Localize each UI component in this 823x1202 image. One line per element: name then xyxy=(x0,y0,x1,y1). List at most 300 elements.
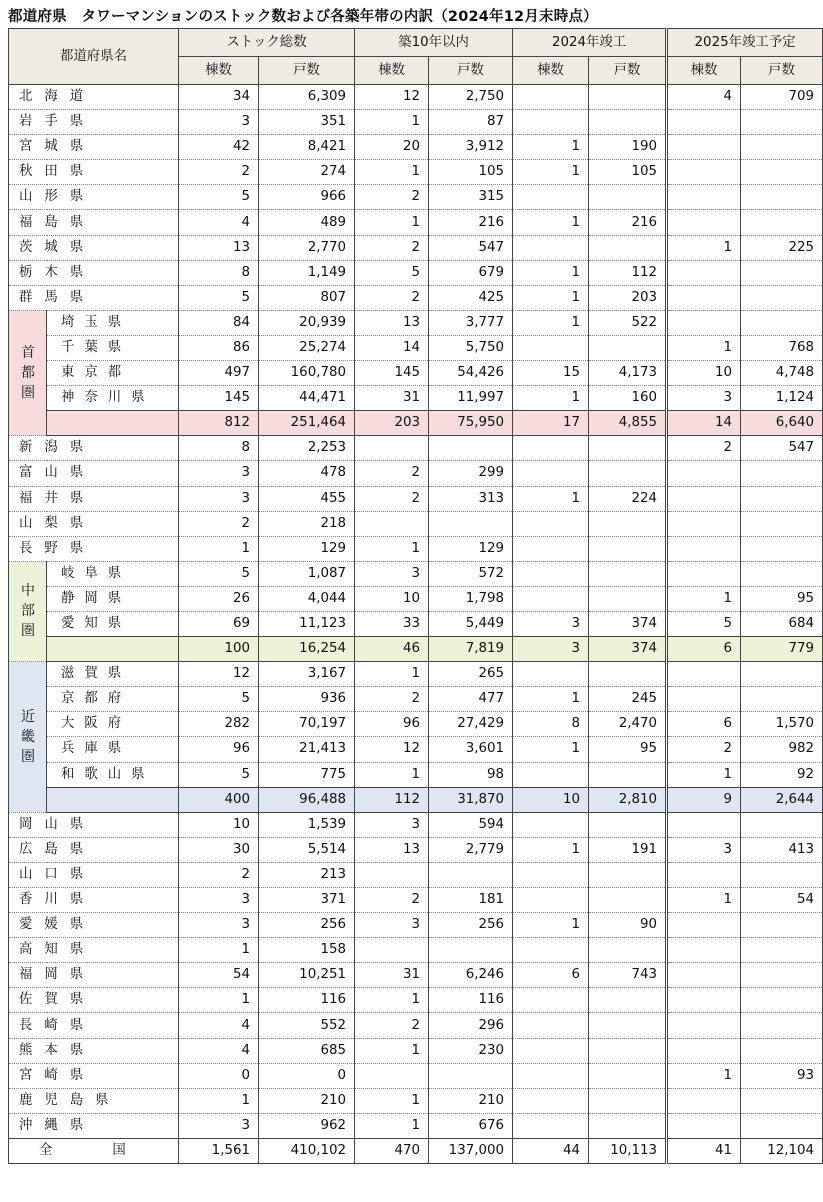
value-cell: 14 xyxy=(355,335,429,360)
value-cell: 93 xyxy=(741,1063,823,1088)
value-cell: 54 xyxy=(741,888,823,913)
value-cell: 3 xyxy=(179,913,259,938)
pref-name: 宮崎県 xyxy=(9,1063,179,1088)
value-cell: 5 xyxy=(179,762,259,787)
value-cell xyxy=(513,1088,589,1113)
value-cell xyxy=(513,185,589,210)
value-cell: 44,471 xyxy=(259,386,355,411)
value-cell xyxy=(429,1063,513,1088)
value-cell xyxy=(741,185,823,210)
value-cell: 684 xyxy=(741,611,823,636)
value-cell xyxy=(513,85,589,110)
value-cell: 1 xyxy=(667,335,741,360)
value-cell: 1 xyxy=(513,913,589,938)
value-cell: 425 xyxy=(429,285,513,310)
value-cell xyxy=(667,1013,741,1038)
value-cell: 190 xyxy=(589,135,667,160)
table-row xyxy=(9,963,823,988)
value-cell: 1 xyxy=(179,988,259,1013)
value-cell xyxy=(667,812,741,837)
value-cell: 489 xyxy=(259,210,355,235)
value-cell xyxy=(667,185,741,210)
value-cell xyxy=(741,260,823,285)
value-cell: 3 xyxy=(667,386,741,411)
value-cell: 12,104 xyxy=(741,1138,823,1163)
value-cell: 1 xyxy=(355,536,429,561)
value-cell: 160,780 xyxy=(259,361,355,386)
pref-name: 大阪府 xyxy=(47,712,179,737)
value-cell: 547 xyxy=(429,235,513,260)
value-cell: 203 xyxy=(355,411,429,436)
value-cell: 31,870 xyxy=(429,787,513,812)
value-cell: 1 xyxy=(513,737,589,762)
value-cell: 13 xyxy=(355,837,429,862)
value-cell: 4 xyxy=(179,210,259,235)
value-cell: 98 xyxy=(429,762,513,787)
value-cell xyxy=(667,160,741,185)
value-cell: 1 xyxy=(355,762,429,787)
value-cell: 2 xyxy=(355,185,429,210)
pref-name: 沖縄県 xyxy=(9,1113,179,1138)
subtotal-label xyxy=(47,787,179,812)
table-row xyxy=(9,1013,823,1038)
value-cell: 1,798 xyxy=(429,586,513,611)
table-row xyxy=(9,586,823,611)
pref-name: 茨城県 xyxy=(9,235,179,260)
pref-name: 神奈川県 xyxy=(47,386,179,411)
value-cell: 25,274 xyxy=(259,335,355,360)
value-cell: 2,644 xyxy=(741,787,823,812)
value-cell: 30 xyxy=(179,837,259,862)
value-cell xyxy=(589,511,667,536)
value-cell: 2,770 xyxy=(259,235,355,260)
value-cell: 3 xyxy=(513,611,589,636)
table-row xyxy=(9,837,823,862)
value-cell: 216 xyxy=(589,210,667,235)
value-cell xyxy=(355,938,429,963)
value-cell: 116 xyxy=(429,988,513,1013)
value-cell: 400 xyxy=(179,787,259,812)
value-cell xyxy=(667,210,741,235)
pref-name: 岡山県 xyxy=(9,812,179,837)
table-row xyxy=(9,1063,823,1088)
value-cell: 2,470 xyxy=(589,712,667,737)
value-cell: 1 xyxy=(355,662,429,687)
value-cell: 20,939 xyxy=(259,310,355,335)
value-cell: 2 xyxy=(355,235,429,260)
value-cell: 779 xyxy=(741,637,823,662)
value-cell: 251,464 xyxy=(259,411,355,436)
pref-name: 福井県 xyxy=(9,486,179,511)
value-cell xyxy=(589,536,667,561)
value-cell xyxy=(667,988,741,1013)
value-cell: 2,750 xyxy=(429,85,513,110)
table-row xyxy=(9,662,823,687)
pref-name: 佐賀県 xyxy=(9,988,179,1013)
table-row xyxy=(9,1113,823,1138)
value-cell xyxy=(741,285,823,310)
table-row xyxy=(9,260,823,285)
value-cell: 477 xyxy=(429,687,513,712)
value-cell xyxy=(741,210,823,235)
table-row xyxy=(9,988,823,1013)
value-cell xyxy=(667,687,741,712)
value-cell xyxy=(741,110,823,135)
value-cell: 296 xyxy=(429,1013,513,1038)
value-cell: 3 xyxy=(355,561,429,586)
value-cell: 6,309 xyxy=(259,85,355,110)
value-cell xyxy=(513,762,589,787)
value-cell xyxy=(741,310,823,335)
subtotal-row xyxy=(9,787,823,812)
value-cell: 10,113 xyxy=(589,1138,667,1163)
value-cell xyxy=(589,561,667,586)
value-cell: 679 xyxy=(429,260,513,285)
value-cell xyxy=(741,561,823,586)
pref-name: 群馬県 xyxy=(9,285,179,310)
value-cell: 8 xyxy=(513,712,589,737)
value-cell xyxy=(513,511,589,536)
value-cell: 1 xyxy=(513,210,589,235)
value-cell xyxy=(589,862,667,887)
value-cell: 3 xyxy=(179,486,259,511)
value-cell: 274 xyxy=(259,160,355,185)
value-cell: 2 xyxy=(179,862,259,887)
value-cell xyxy=(741,486,823,511)
value-cell xyxy=(667,461,741,486)
value-cell xyxy=(513,1038,589,1063)
pref-name: 宮城県 xyxy=(9,135,179,160)
value-cell xyxy=(741,938,823,963)
value-cell: 2,779 xyxy=(429,837,513,862)
value-cell: 3 xyxy=(179,1113,259,1138)
value-cell: 2 xyxy=(355,888,429,913)
table-row xyxy=(9,712,823,737)
header-buildings: 棟数 xyxy=(667,57,741,85)
value-cell xyxy=(355,1063,429,1088)
value-cell: 129 xyxy=(429,536,513,561)
value-cell xyxy=(513,862,589,887)
value-cell xyxy=(741,511,823,536)
value-cell: 54,426 xyxy=(429,361,513,386)
value-cell: 299 xyxy=(429,461,513,486)
table-row xyxy=(9,160,823,185)
value-cell: 210 xyxy=(429,1088,513,1113)
value-cell: 96 xyxy=(179,737,259,762)
value-cell: 962 xyxy=(259,1113,355,1138)
value-cell: 6,246 xyxy=(429,963,513,988)
value-cell: 5 xyxy=(179,561,259,586)
value-cell: 5,449 xyxy=(429,611,513,636)
value-cell: 3 xyxy=(513,637,589,662)
value-cell xyxy=(741,1088,823,1113)
pref-name: 新潟県 xyxy=(9,436,179,461)
value-cell: 13 xyxy=(179,235,259,260)
value-cell: 20 xyxy=(355,135,429,160)
value-cell: 181 xyxy=(429,888,513,913)
value-cell xyxy=(667,536,741,561)
table-row xyxy=(9,335,823,360)
pref-name: 静岡県 xyxy=(47,586,179,611)
value-cell xyxy=(429,436,513,461)
region-label: 中部圏 xyxy=(9,561,47,661)
value-cell: 1 xyxy=(355,160,429,185)
value-cell xyxy=(741,963,823,988)
table-row xyxy=(9,486,823,511)
value-cell: 116 xyxy=(259,988,355,1013)
value-cell xyxy=(513,1013,589,1038)
value-cell: 54 xyxy=(179,963,259,988)
pref-name: 福岡県 xyxy=(9,963,179,988)
value-cell: 1 xyxy=(513,285,589,310)
value-cell xyxy=(667,1088,741,1113)
header-buildings: 棟数 xyxy=(355,57,429,85)
header-stock-total: ストック総数 xyxy=(179,29,355,57)
pref-name: 岐阜県 xyxy=(47,561,179,586)
value-cell: 812 xyxy=(179,411,259,436)
value-cell xyxy=(667,938,741,963)
value-cell: 0 xyxy=(179,1063,259,1088)
value-cell xyxy=(741,662,823,687)
value-cell: 410,102 xyxy=(259,1138,355,1163)
value-cell: 1 xyxy=(513,260,589,285)
value-cell: 265 xyxy=(429,662,513,687)
value-cell xyxy=(589,235,667,260)
table-row xyxy=(9,913,823,938)
value-cell xyxy=(513,938,589,963)
value-cell: 3 xyxy=(179,888,259,913)
value-cell xyxy=(667,310,741,335)
value-cell xyxy=(741,461,823,486)
value-cell: 2,253 xyxy=(259,436,355,461)
value-cell: 594 xyxy=(429,812,513,837)
value-cell: 191 xyxy=(589,837,667,862)
value-cell xyxy=(741,913,823,938)
value-cell: 3 xyxy=(355,913,429,938)
value-cell: 2 xyxy=(355,486,429,511)
value-cell xyxy=(589,812,667,837)
value-cell xyxy=(429,511,513,536)
value-cell: 224 xyxy=(589,486,667,511)
value-cell xyxy=(513,436,589,461)
value-cell xyxy=(589,888,667,913)
value-cell: 1,539 xyxy=(259,812,355,837)
value-cell xyxy=(589,85,667,110)
value-cell: 84 xyxy=(179,310,259,335)
pref-name: 山口県 xyxy=(9,862,179,887)
value-cell: 3,912 xyxy=(429,135,513,160)
value-cell xyxy=(355,436,429,461)
pref-name: 長崎県 xyxy=(9,1013,179,1038)
table-row xyxy=(9,85,823,110)
table-row xyxy=(9,737,823,762)
value-cell xyxy=(741,687,823,712)
value-cell: 3 xyxy=(179,461,259,486)
value-cell: 1 xyxy=(355,1088,429,1113)
value-cell xyxy=(589,938,667,963)
value-cell: 2 xyxy=(179,160,259,185)
value-cell: 12 xyxy=(355,737,429,762)
value-cell xyxy=(513,536,589,561)
value-cell: 0 xyxy=(259,1063,355,1088)
value-cell: 2 xyxy=(355,285,429,310)
value-cell: 9 xyxy=(667,787,741,812)
value-cell: 6 xyxy=(513,963,589,988)
value-cell xyxy=(589,1113,667,1138)
value-cell xyxy=(513,235,589,260)
table-row xyxy=(9,436,823,461)
value-cell: 1 xyxy=(513,837,589,862)
value-cell: 572 xyxy=(429,561,513,586)
value-cell xyxy=(589,662,667,687)
value-cell: 96,488 xyxy=(259,787,355,812)
value-cell: 1 xyxy=(355,110,429,135)
value-cell xyxy=(741,1113,823,1138)
pref-name: 香川県 xyxy=(9,888,179,913)
header-units: 戸数 xyxy=(429,57,513,85)
value-cell: 1 xyxy=(513,135,589,160)
value-cell: 105 xyxy=(589,160,667,185)
value-cell xyxy=(513,1063,589,1088)
value-cell: 552 xyxy=(259,1013,355,1038)
page-title: 都道府県 タワーマンションのストック数および各築年帯の内訳（2024年12月末時点） xyxy=(8,9,598,25)
pref-name: 富山県 xyxy=(9,461,179,486)
value-cell: 1,570 xyxy=(741,712,823,737)
value-cell: 145 xyxy=(355,361,429,386)
value-cell: 413 xyxy=(741,837,823,862)
value-cell: 216 xyxy=(429,210,513,235)
value-cell xyxy=(589,586,667,611)
pref-name: 長野県 xyxy=(9,536,179,561)
value-cell: 203 xyxy=(589,285,667,310)
value-cell xyxy=(741,1038,823,1063)
value-cell xyxy=(667,110,741,135)
value-cell: 46 xyxy=(355,637,429,662)
value-cell: 218 xyxy=(259,511,355,536)
value-cell xyxy=(741,862,823,887)
value-cell: 3 xyxy=(179,110,259,135)
pref-name: 熊本県 xyxy=(9,1038,179,1063)
value-cell xyxy=(513,888,589,913)
table-row xyxy=(9,862,823,887)
table-row xyxy=(9,888,823,913)
value-cell: 160 xyxy=(589,386,667,411)
value-cell: 6 xyxy=(667,637,741,662)
value-cell: 6,640 xyxy=(741,411,823,436)
value-cell: 4,173 xyxy=(589,361,667,386)
value-cell: 86 xyxy=(179,335,259,360)
value-cell: 10 xyxy=(179,812,259,837)
value-cell xyxy=(741,536,823,561)
value-cell xyxy=(589,762,667,787)
value-cell: 11,997 xyxy=(429,386,513,411)
value-cell: 676 xyxy=(429,1113,513,1138)
value-cell xyxy=(741,988,823,1013)
value-cell: 4 xyxy=(179,1038,259,1063)
value-cell: 100 xyxy=(179,637,259,662)
value-cell xyxy=(513,988,589,1013)
value-cell: 1,087 xyxy=(259,561,355,586)
value-cell: 12 xyxy=(179,662,259,687)
value-cell: 1 xyxy=(179,536,259,561)
table-row xyxy=(9,310,823,335)
value-cell: 95 xyxy=(589,737,667,762)
value-cell: 12 xyxy=(355,85,429,110)
pref-name: 秋田県 xyxy=(9,160,179,185)
table-row xyxy=(9,611,823,636)
value-cell: 15 xyxy=(513,361,589,386)
table-row xyxy=(9,536,823,561)
subtotal-row xyxy=(9,411,823,436)
region-label: 首都圏 xyxy=(9,310,47,435)
value-cell: 313 xyxy=(429,486,513,511)
value-cell: 27,429 xyxy=(429,712,513,737)
value-cell xyxy=(429,938,513,963)
value-cell: 225 xyxy=(741,235,823,260)
pref-name: 東京都 xyxy=(47,361,179,386)
pref-name: 兵庫県 xyxy=(47,737,179,762)
value-cell: 685 xyxy=(259,1038,355,1063)
pref-name: 山形県 xyxy=(9,185,179,210)
value-cell: 315 xyxy=(429,185,513,210)
value-cell xyxy=(741,135,823,160)
value-cell xyxy=(667,285,741,310)
pref-name: 愛媛県 xyxy=(9,913,179,938)
value-cell: 3,601 xyxy=(429,737,513,762)
value-cell: 470 xyxy=(355,1138,429,1163)
value-cell: 1,124 xyxy=(741,386,823,411)
value-cell: 17 xyxy=(513,411,589,436)
value-cell: 374 xyxy=(589,611,667,636)
value-cell xyxy=(513,335,589,360)
value-cell xyxy=(667,486,741,511)
value-cell xyxy=(589,1063,667,1088)
value-cell: 1 xyxy=(355,210,429,235)
value-cell: 5 xyxy=(179,185,259,210)
table-row xyxy=(9,235,823,260)
value-cell: 1 xyxy=(667,1063,741,1088)
value-cell: 1 xyxy=(513,160,589,185)
table-row xyxy=(9,210,823,235)
tower-mansion-table xyxy=(8,28,815,1164)
value-cell: 2 xyxy=(667,436,741,461)
value-cell xyxy=(589,1013,667,1038)
value-cell: 2 xyxy=(355,1013,429,1038)
value-cell: 21,413 xyxy=(259,737,355,762)
value-cell: 256 xyxy=(259,913,355,938)
pref-name: 京都府 xyxy=(47,687,179,712)
value-cell: 1,149 xyxy=(259,260,355,285)
value-cell: 3,167 xyxy=(259,662,355,687)
value-cell: 4 xyxy=(667,85,741,110)
value-cell: 351 xyxy=(259,110,355,135)
value-cell xyxy=(513,110,589,135)
table-row xyxy=(9,361,823,386)
value-cell: 158 xyxy=(259,938,355,963)
value-cell: 3,777 xyxy=(429,310,513,335)
value-cell: 1 xyxy=(667,586,741,611)
value-cell xyxy=(667,561,741,586)
value-cell: 112 xyxy=(589,260,667,285)
pref-name: 鹿児島県 xyxy=(9,1088,179,1113)
value-cell: 455 xyxy=(259,486,355,511)
header-units: 戸数 xyxy=(741,57,823,85)
subtotal-row xyxy=(9,637,823,662)
pref-name: 千葉県 xyxy=(47,335,179,360)
value-cell xyxy=(589,110,667,135)
value-cell xyxy=(513,561,589,586)
value-cell: 807 xyxy=(259,285,355,310)
